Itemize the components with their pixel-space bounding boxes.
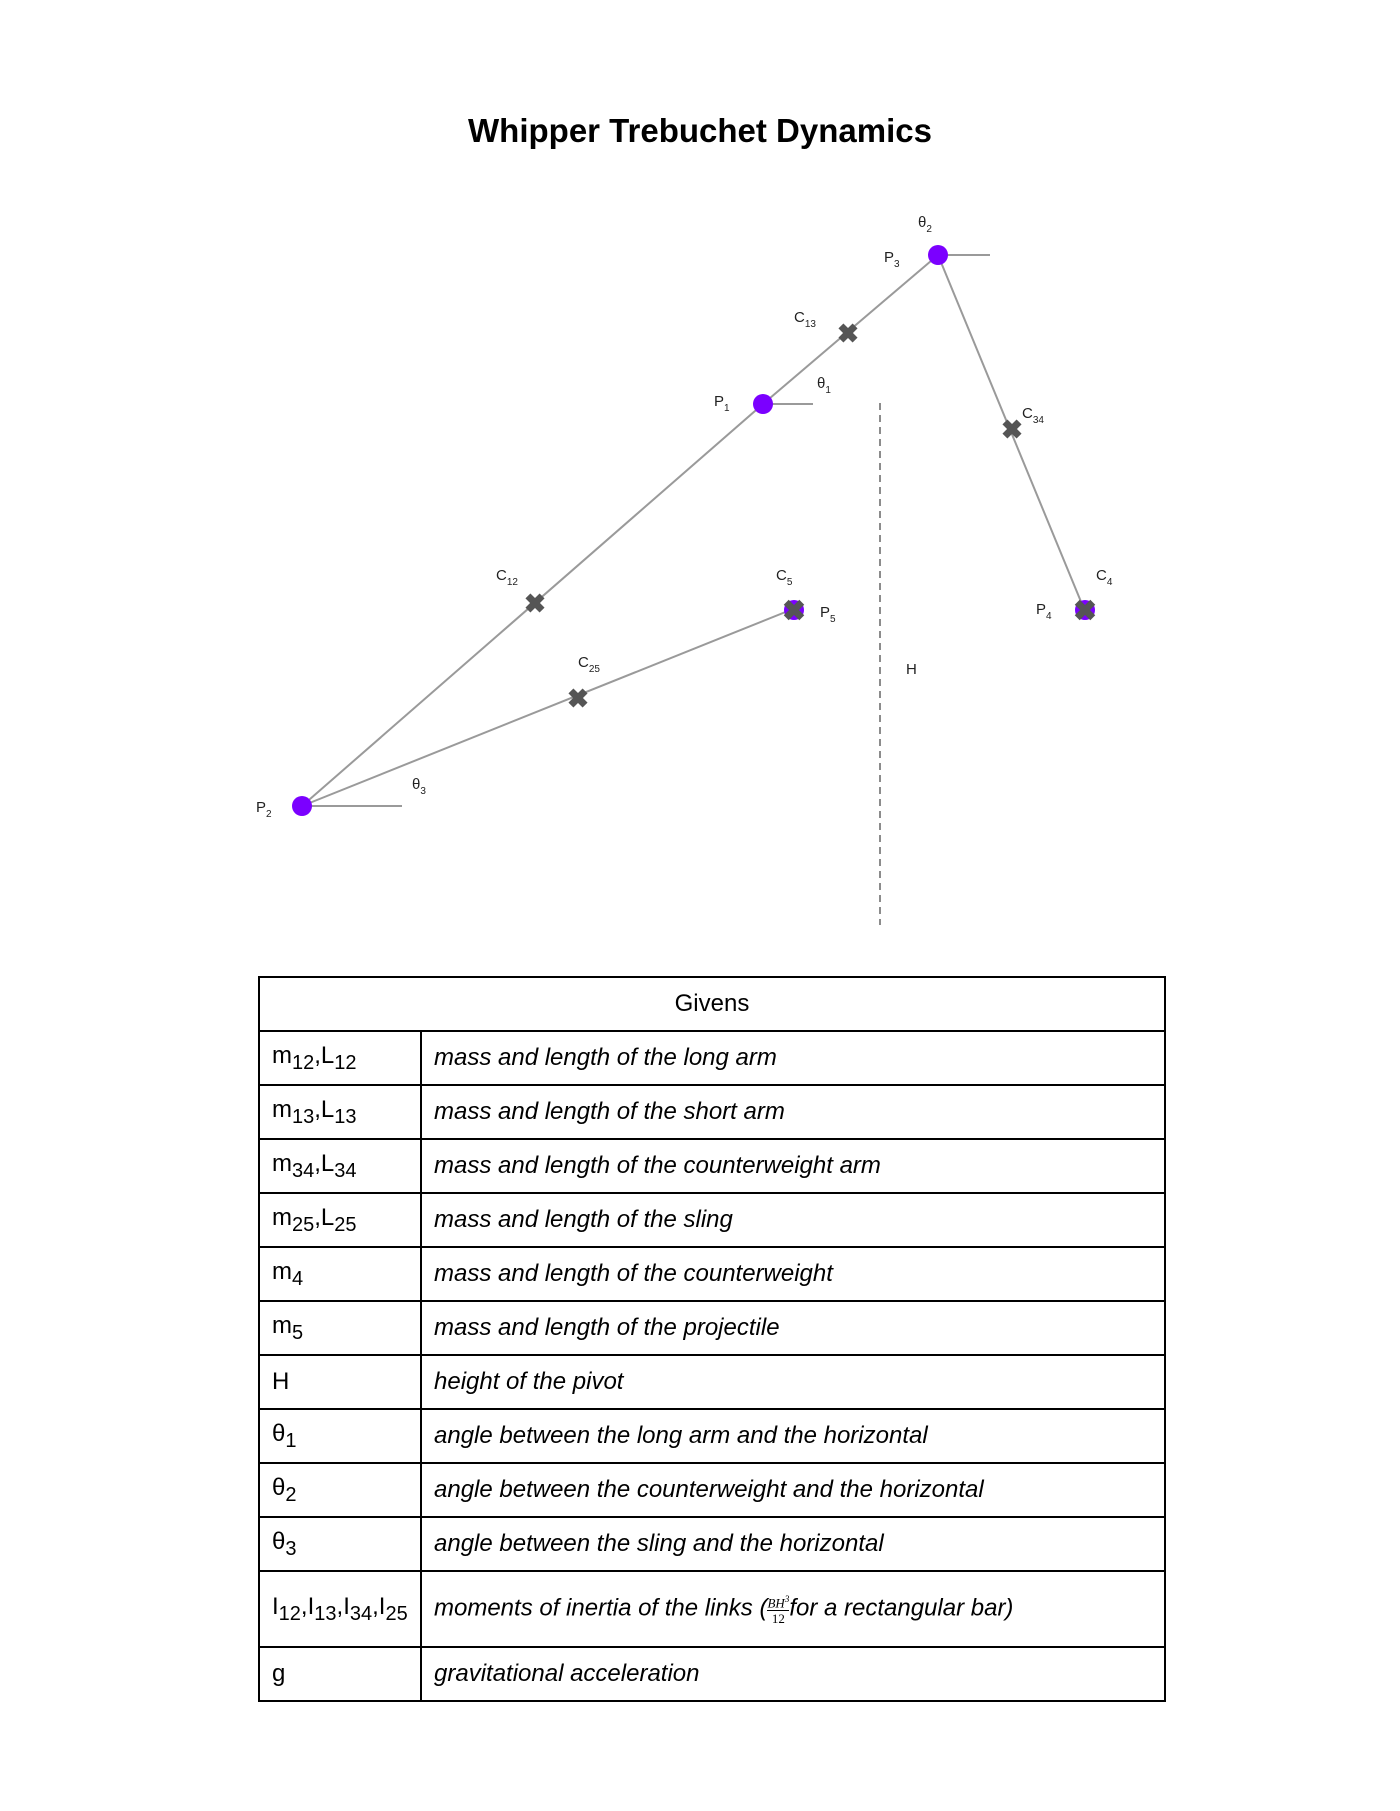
gravity-description: gravitational acceleration — [421, 1647, 1165, 1701]
label-c4: $C_4$ — [1096, 567, 1113, 588]
label-p5: $P_5$ — [820, 604, 836, 625]
table-row — [259, 1517, 1165, 1571]
links — [302, 255, 1084, 806]
given-symbol: $m_{25},L_{25}$ — [259, 1193, 421, 1247]
inertia-fraction: $\frac{BH^3}{12}$ — [767, 1593, 790, 1627]
given-description: angle between the sling and the horizontal — [421, 1517, 1165, 1571]
givens-header-row — [259, 977, 1165, 1031]
given-symbol: $m_{34},L_{34}$ — [259, 1139, 421, 1193]
given-description: mass and length of the counterweight — [421, 1247, 1165, 1301]
table-row — [259, 1409, 1165, 1463]
given-symbol: $m_{13},L_{13}$ — [259, 1085, 421, 1139]
inertia-symbol: $I_{12},I_{13},I_{34},I_{25}$ — [259, 1571, 421, 1647]
joint-p1 — [753, 394, 773, 414]
inertia-description: moments of inertia of the links ( $\frac{BH^3}{12}$ for a rectangular bar) — [421, 1571, 1165, 1647]
diagram-labels — [256, 214, 1113, 820]
given-symbol: $m_5$ — [259, 1301, 421, 1355]
givens-table — [258, 976, 1166, 1702]
label-c12: $C_{12}$ — [496, 567, 518, 588]
table-row — [259, 1463, 1165, 1517]
gravity-symbol: g — [259, 1647, 421, 1701]
given-description: mass and length of the sling — [421, 1193, 1165, 1247]
label-theta2: $\theta_2$ — [918, 214, 932, 235]
given-symbol: $m_4$ — [259, 1247, 421, 1301]
label-p2: $P_2$ — [256, 799, 272, 820]
givens-header: Givens — [259, 977, 1165, 1031]
given-description: mass and length of the counterweight arm — [421, 1139, 1165, 1193]
given-symbol: $\theta_1$ — [259, 1409, 421, 1463]
given-symbol: $\theta_2$ — [259, 1463, 421, 1517]
mass-markers — [521, 319, 1026, 712]
table-row — [259, 1193, 1165, 1247]
joint-p2 — [292, 796, 312, 816]
label-theta1: $\theta_1$ — [817, 375, 831, 396]
c25-marker — [564, 684, 592, 712]
point-mass-counterweight — [1069, 594, 1100, 625]
point-mass-projectile — [778, 594, 809, 625]
given-symbol: $m_{12},L_{12}$ — [259, 1031, 421, 1085]
table-row — [259, 1247, 1165, 1301]
label-p1: $P_1$ — [714, 393, 730, 414]
given-symbol: $\theta_3$ — [259, 1517, 421, 1571]
label-c5: $C_5$ — [776, 567, 793, 588]
table-row — [259, 1301, 1165, 1355]
given-description: mass and length of the short arm — [421, 1085, 1165, 1139]
givens-body — [259, 1031, 1165, 1701]
document-title: Whipper Trebuchet Dynamics — [468, 112, 932, 149]
table-row — [259, 1031, 1165, 1085]
label-c34: $C_{34}$ — [1022, 405, 1044, 426]
given-description: mass and length of the projectile — [421, 1301, 1165, 1355]
label-p4: $P_4$ — [1036, 601, 1052, 622]
given-description: height of the pivot — [421, 1355, 1165, 1409]
table-row — [259, 1355, 1165, 1409]
label-h: H — [906, 661, 917, 678]
table-row-gravity — [259, 1647, 1165, 1701]
label-c13: $C_{13}$ — [794, 309, 816, 330]
given-description: angle between the counterweight and the horizontal — [421, 1463, 1165, 1517]
joint-p3 — [928, 245, 948, 265]
table-row-inertia — [259, 1571, 1165, 1647]
given-symbol: H — [259, 1355, 421, 1409]
label-c25: $C_{25}$ — [578, 654, 600, 675]
given-description: mass and length of the long arm — [421, 1031, 1165, 1085]
given-description: angle between the long arm and the horizontal — [421, 1409, 1165, 1463]
table-row — [259, 1085, 1165, 1139]
label-p3: $P_3$ — [884, 249, 900, 270]
label-theta3: $\theta_3$ — [412, 776, 426, 797]
table-row — [259, 1139, 1165, 1193]
sling-link — [302, 609, 793, 806]
